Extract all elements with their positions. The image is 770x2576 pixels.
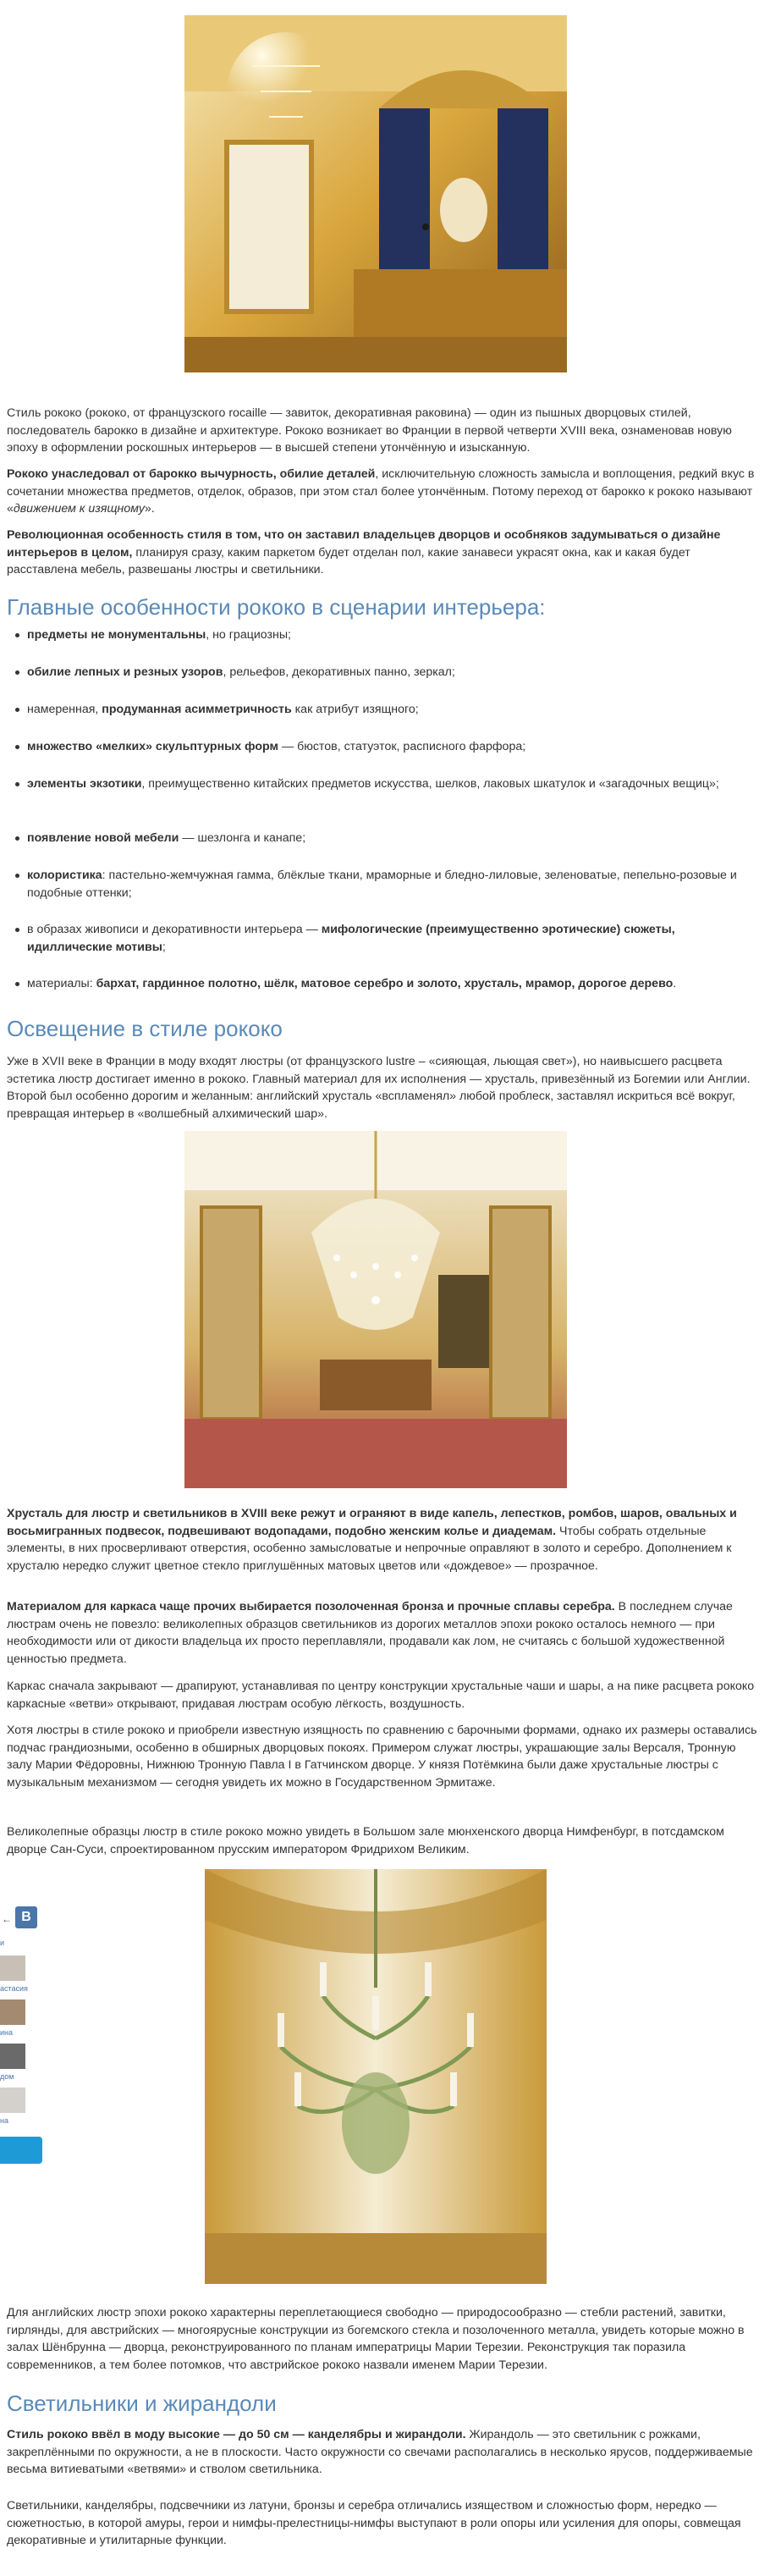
share-arrow[interactable]: ← (2, 1913, 12, 1925)
hall-chandelier-photo (184, 1131, 567, 1488)
intro-paragraph-3: Революционная особенность стиля в том, что он заставил владельцев дворцов и особняков задумываться о дизайне интерьеров в целом, планируя сразу, каким паркетом будет отделан пол, какие занавеси украсят окна, как и какая будет расставлена мебель, развешаны люстры и светильники. (7, 528, 721, 577)
list-item: появление новой мебели — шезлонга и канапе; (27, 830, 755, 847)
subscribe-button[interactable] (0, 2137, 42, 2164)
list-item: обилие лепных и резных узоров, рельефов, декоративных панно, зеркал; (27, 664, 755, 681)
list-item: материалы: бархат, гардинное полотно, шёлк, матовое серебро и золото, хрусталь, мрамор, дорогое дерево. (27, 975, 755, 993)
lighting-paragraph-2: Хрусталь для люстр и светильников в XVIII веке режут и ограняют в виде капель, лепестков, ромбов, шаров, овальных и восьмигранных подвесок, подвешивают водопадами, подобно женским колье и диадемам. Чтобы собрать отдельные элементы, в них просверливают отверстия, особенно замысловатые и непрочные оправляют в золото и серебро. Дополнением к хрусталю нередко служит цветное стекло приглушённых матовых цветов или «дождевое» — прозрачное. (7, 1507, 737, 1573)
vk-icon: В (21, 1910, 31, 1924)
candelabra-heading: Светильники и жирандоли (7, 2391, 277, 2416)
vk-share-button[interactable] (15, 1906, 37, 1928)
avatar-name: астасия (0, 1984, 28, 1993)
candelabra-paragraph-2: Светильники, канделябры, подсвечники из латуни, бронзы и серебра отличались изяществом и сложностью форм, нередко — сюжетностью, в которой амуры, герои и нимфы-прелестницы-нимфы выступают в роли опоры или усиления для опоры, совмещая декоративные и утилитарные функции. (7, 2499, 741, 2548)
list-item: предметы не монументальны, но грациозны; (27, 626, 755, 644)
candelabra-paragraph-1: Стиль рококо ввёл в моду высокие — до 50 см — канделябры и жирандоли. Жирандоль — это светильник с рожками, закреплёнными по окружности, а не в плоскости. Часто окружности со свечами располагались в несколько ярусов, поддерживаемые весьма витиеватыми «ветвями» и стволом светильника. (7, 2428, 753, 2477)
avatar-name: дом (0, 2072, 14, 2081)
avatar[interactable] (0, 2088, 25, 2113)
lighting-paragraph-7: Для английских люстр эпохи рококо характерны переплетающиеся свободно — природосообразно — стебли растений, завитки, гирлянды, для австрийских — многоярусные конструкции из богемского стекла и позолоченного металла, увидеть которые можно в залах Шёнбрунна — дворца, реконструированного по планам императрицы Марии Терезии. Реконструкция так поразила современников, а тем более потомков, что австрийское рококо назвали именем Марии Терезии. (7, 2306, 745, 2372)
avatar-name: ина (0, 2028, 14, 2037)
avatar[interactable] (0, 1955, 25, 1981)
list-item: намеренная, продуманная асимметричность как атрибут изящного; (27, 701, 755, 719)
rococo-bedroom-photo (184, 15, 567, 372)
list-item: колористика: пастельно-жемчужная гамма, блёклые ткани, мраморные и бледно-лиловые, зеленоватые, пепельно-розовые и подобные оттенки; (27, 867, 755, 902)
lighting-heading: Освещение в стиле рококо (7, 1016, 283, 1041)
intro-paragraph-1: Стиль рококо (рококо, от французского rocaille — завиток, декоративная раковина) — один из пышных дворцовых стилей, последователь барокко в дизайне и архитектуре. Рококо возникает во Франции в первой четверти XVIII века, ознаменовав новую эпоху в оформлении роскошных интерьеров — в высшей степени утончённую и изысканную. (7, 406, 732, 455)
list-item: в образах живописи и декоративности интерьера — мифологические (преимущественно эротические) сюжеты, идиллические мотивы; (27, 921, 755, 956)
porcelain-chandelier-photo (205, 1869, 547, 2284)
avatar[interactable] (0, 2000, 25, 2025)
lighting-paragraph-6: Великолепные образцы люстр в стиле рококо можно увидеть в Большом зале мюнхенского дворца Нимфенбург, в потсдамском дворце Сан-Суси, спроектированном прусским императором Фридрихом Великим. (7, 1825, 724, 1856)
lighting-paragraph-4: Каркас сначала закрывают — драпируют, устанавливая по центру конструкции хрустальные чаши и шары, а на пике расцвета рококо каркасные «ветви» открывают, придавая люстрам особую лёгкость, воздушность. (7, 1680, 755, 1711)
list-item: элементы экзотики, преимущественно китайских предметов искусства, шелков, лаковых шкатулок и «загадочных вещиц»; (27, 775, 755, 793)
share-widget (0, 1903, 47, 2259)
lighting-paragraph-1: Уже в XVII веке в Франции в моду входят люстры (от французского lustre – «сияющая, льющая свет»), но наивысшего расцвета эстетика люстр достигает именно в рококо. Главный материал для их исполнения — хрусталь, привезённый из Богемии или Англии. Второй был особенно дорогим и желанным: английский хрусталь «вспламенял» любой проблеск, заставлял искриться всё вокруг, превращая интерьер в «волшебный алхимический шар». (7, 1055, 751, 1121)
avatar-name: и (0, 1939, 5, 1947)
avatar[interactable] (0, 2044, 25, 2069)
features-heading: Главные особенности рококо в сценарии интерьера: (7, 594, 546, 620)
list-item: множество «мелких» скульптурных форм — бюстов, статуэток, расписного фарфора; (27, 738, 755, 756)
lighting-paragraph-5: Хотя люстры в стиле рококо и приобрели известную изящность по сравнению с барочными формами, однако их размеры оставались подчас грандиозными, особенно в обширных дворцовых покоях. Примером служат люстры, украшающие залы Версаля, Тронную залу Марии Фёдоровны, Нижнюю Тронную Павла I в Гатчинском дворце. У князя Потёмкина были даже хрустальные люстры с музыкальным механизмом — сегодня увидеть их можно в Государственном Эрмитаже. (7, 1724, 757, 1790)
avatar-name: на (0, 2116, 8, 2125)
lighting-paragraph-3: Материалом для каркаса чаще прочих выбирается позолоченная бронза и прочные сплавы серебра. В последнем случае люстрам очень не повезло: великолепных образцов светильников из дорогих металлов эпохи рококо осталось немного — при необходимости или от дикости владельца их просто переплавляли, продавали как лом, не считаясь с большой художественной ценностью предмета. (7, 1600, 733, 1666)
intro-paragraph-2: Рококо унаследовал от барокко вычурность, обилие деталей, исключительную сложность замысла и воплощения, редкий вкус в сочетании множества предметов, отделок, образов, при этом стал более утончённым. Потому переход от барокко к рококо называют «движением к изящному». (7, 467, 755, 516)
